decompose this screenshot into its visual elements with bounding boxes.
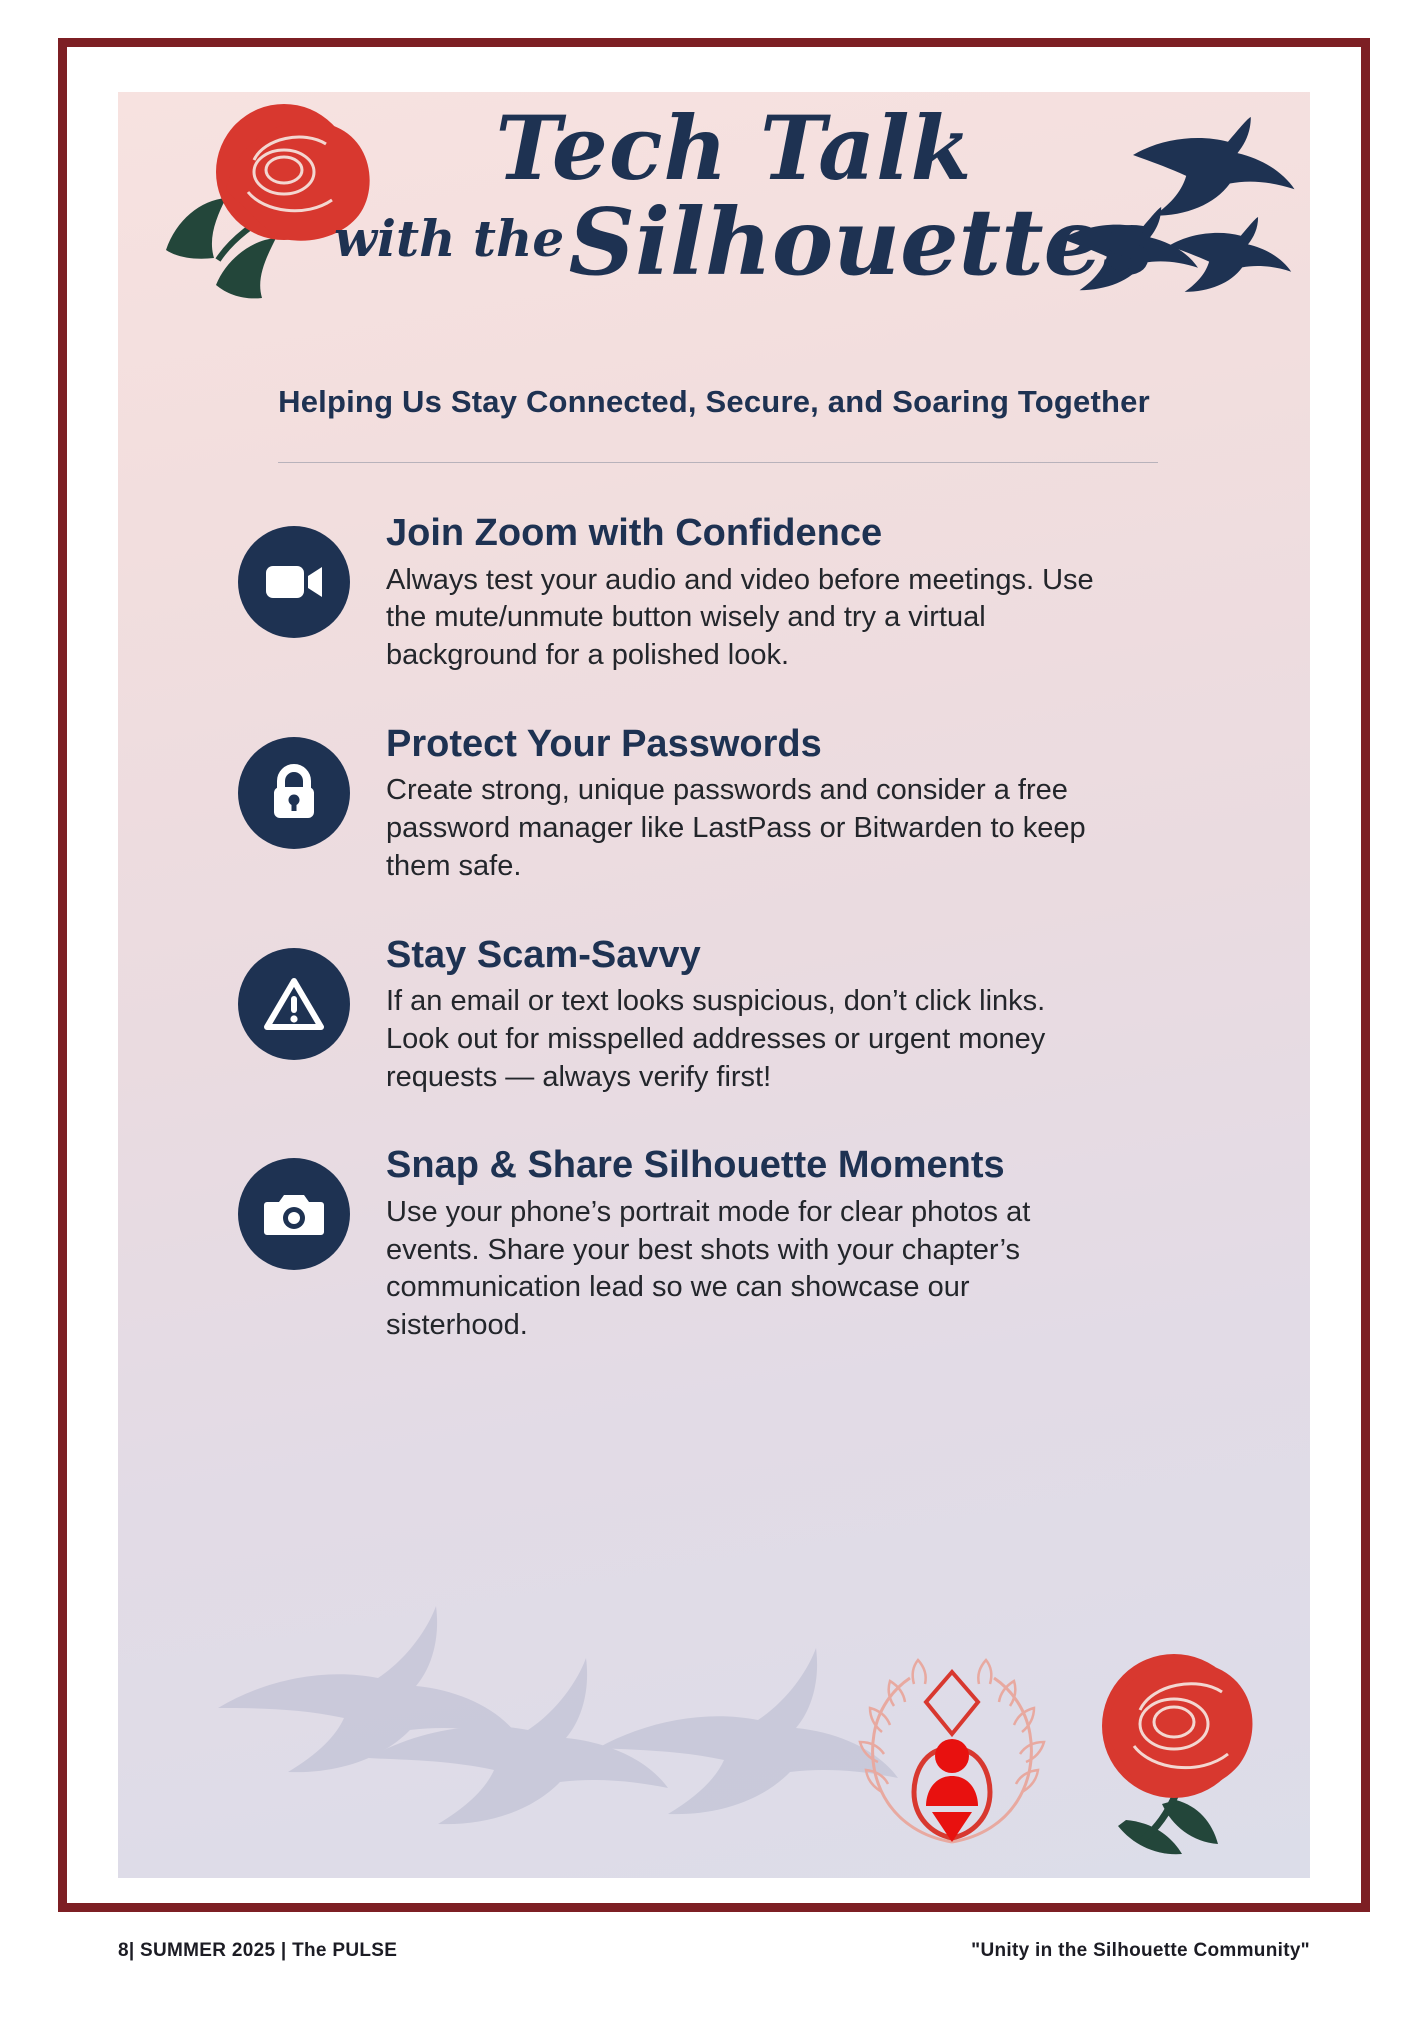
tip-title: Protect Your Passwords	[386, 722, 822, 765]
list-item	[118, 512, 1310, 675]
video-camera-icon	[238, 526, 350, 638]
tip-title: Join Zoom with Confidence	[386, 512, 883, 554]
flying-geese-icon	[1040, 112, 1300, 332]
tip-text: Use your phone’s portrait mode for clear photos at events. Share your best shots with your chapter’s communication lead so we can showcase our sisterhood.	[386, 1195, 1031, 1341]
sorority-emblem-icon	[852, 1652, 1052, 1852]
tip-title: Stay Scam-Savvy	[386, 933, 701, 976]
list-item	[118, 934, 1310, 1097]
tip-text: Create strong, unique passwords and consider a free password manager like LastPass or Bitwarden to keep them safe.	[386, 774, 1086, 882]
camera-glyph	[264, 1190, 324, 1238]
rose-icon	[156, 100, 386, 320]
camera-icon	[238, 1158, 350, 1270]
tip-text: Always test your audio and video before meetings. Use the mute/unmute button wisely and try a virtual background for a polished look.	[386, 563, 1094, 672]
warning-glyph	[264, 977, 324, 1031]
background-geese-silhouettes	[178, 1558, 938, 1858]
video-camera-glyph	[264, 560, 324, 604]
rose-icon	[1062, 1644, 1282, 1864]
tip-title: Snap & Share Silhouette Moments	[386, 1144, 1005, 1187]
title-line-2: Silhouettes	[568, 188, 1154, 297]
lock-glyph	[268, 764, 320, 822]
title-with-the: with the	[334, 209, 565, 269]
tip-text: If an email or text looks suspicious, don’t click links. Look out for misspelled addresses or urgent money requests — always verify first!	[386, 985, 1046, 1093]
footer-left-text: 8| SUMMER 2025 | The PULSE	[118, 1940, 398, 1961]
list-item	[118, 723, 1310, 886]
lock-icon	[238, 737, 350, 849]
poster-header	[118, 92, 1310, 392]
page-footer	[118, 1940, 1310, 1962]
warning-triangle-icon	[238, 948, 350, 1060]
footer-right-text: "Unity in the Silhouette Community"	[971, 1940, 1310, 1961]
poster-panel	[118, 92, 1310, 1878]
list-item	[118, 1144, 1310, 1344]
title-line-1: Tech Talk	[495, 96, 973, 200]
poster-subtitle: Helping Us Stay Connected, Secure, and Soaring Together	[278, 384, 1150, 419]
tips-list	[118, 512, 1310, 1393]
header-divider	[278, 462, 1158, 463]
